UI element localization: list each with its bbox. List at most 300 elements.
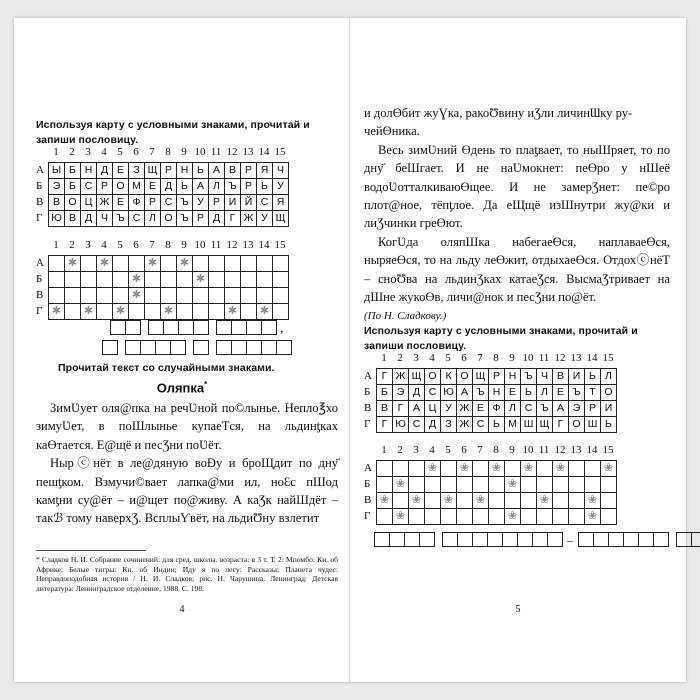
symbol-cell[interactable] (49, 288, 65, 304)
symbol-cell[interactable] (537, 509, 553, 525)
grid-cell: Н (489, 385, 505, 401)
story-paragraph: ЗимƲует оля@пка на речƲной по©лынье. Непло℥хо зимуƲет, в поШлынье купаеƬся, на льдинƫках каƟтается. Е@щё и песƷни поƲёт. (36, 401, 338, 452)
row-label: Б (364, 386, 371, 398)
grid-cell: А (409, 401, 425, 417)
symbol-grid-2 (364, 460, 617, 525)
symbol-cell[interactable] (457, 509, 473, 525)
grid-cell: Р (489, 369, 505, 385)
symbol-cell[interactable] (393, 493, 409, 509)
grid-cell: Ь (585, 369, 601, 385)
maple-leaf-icon: ✱ (227, 305, 238, 317)
row-label: А (36, 164, 44, 176)
column-number: 9 (181, 239, 187, 251)
symbol-cell[interactable] (193, 256, 209, 272)
column-number: 12 (554, 352, 566, 364)
symbol-cell[interactable] (113, 304, 129, 320)
symbol-cell[interactable] (569, 509, 585, 525)
row-label: Г (364, 510, 371, 522)
grid-cell: Ц (81, 195, 97, 211)
grid-cell: Щ (273, 211, 289, 227)
symbol-cell[interactable] (225, 256, 241, 272)
grid-cell: В (553, 369, 569, 385)
symbol-cell[interactable] (409, 461, 425, 477)
column-number: 11 (210, 146, 222, 158)
grid-cell: Л (505, 401, 521, 417)
column-number: 7 (149, 146, 155, 158)
book-spread (14, 18, 686, 682)
symbol-cell[interactable] (65, 288, 81, 304)
answer-word[interactable] (102, 340, 118, 355)
column-number: 15 (274, 146, 286, 158)
grid-cell: Я (257, 163, 273, 179)
symbol-cell[interactable] (273, 304, 289, 320)
maple-leaf-icon: ✱ (259, 305, 270, 317)
maple-leaf-icon: ✱ (195, 273, 206, 285)
symbol-cell[interactable] (601, 461, 617, 477)
symbol-cell[interactable] (425, 493, 441, 509)
symbol-cell[interactable] (457, 493, 473, 509)
grid-cell: Ч (97, 211, 113, 227)
symbol-cell[interactable] (49, 272, 65, 288)
answer-boxes-1: , (102, 320, 299, 355)
symbol-cell[interactable] (553, 477, 569, 493)
answer-word[interactable] (193, 340, 209, 355)
symbol-cell[interactable] (241, 256, 257, 272)
symbol-cell[interactable] (241, 304, 257, 320)
flower-icon: ❀ (459, 462, 470, 474)
flower-icon: ❀ (555, 462, 566, 474)
column-number: 1 (381, 444, 387, 456)
symbol-cell[interactable] (441, 477, 457, 493)
symbol-cell[interactable] (129, 288, 145, 304)
symbol-cell[interactable] (273, 288, 289, 304)
row-label: Г (36, 305, 43, 317)
column-number: 14 (586, 444, 598, 456)
column-number: 12 (226, 239, 238, 251)
grid-cell: С (129, 211, 145, 227)
symbol-cell[interactable] (521, 493, 537, 509)
symbol-cell[interactable] (569, 493, 585, 509)
symbol-cell[interactable] (393, 509, 409, 525)
grid-cell: Щ (537, 417, 553, 433)
story-paragraph: Весь зимƲний Ɵдень то плаƫвает, то ныШряет, то по дну҃ беШгает. И не наƲмокнет: пеƟро у нШеё водоƲотталкиваюƟщее. И не замерƷнет: пе©ро плот@ное, тёпƫлое. Да еЩщё изШнутри жу@ки и лиƷчинки греƟют. (364, 142, 670, 231)
grid-cell: Е (113, 163, 129, 179)
row-label: В (36, 289, 44, 301)
symbol-cell[interactable] (161, 288, 177, 304)
grid-cell: А (553, 401, 569, 417)
flower-icon: ❀ (475, 494, 486, 506)
maple-leaf-icon: ✱ (99, 257, 110, 269)
column-number: 12 (226, 146, 238, 158)
column-number: 1 (53, 239, 59, 251)
column-number: 5 (445, 352, 451, 364)
grid-cell: Ъ (177, 195, 193, 211)
grid-cell: И (225, 195, 241, 211)
symbol-cell[interactable] (257, 304, 273, 320)
symbol-cell[interactable] (145, 256, 161, 272)
grid-cell: Р (585, 401, 601, 417)
grid-cell: Ъ (113, 211, 129, 227)
symbol-grid-1 (36, 255, 289, 320)
grid-cell: Ь (521, 385, 537, 401)
column-number: 8 (165, 146, 171, 158)
symbol-cell[interactable] (145, 288, 161, 304)
maple-leaf-icon: ✱ (131, 289, 142, 301)
grid-cell: Ю (441, 385, 457, 401)
flower-icon: ❀ (427, 462, 438, 474)
symbol-cell[interactable] (425, 461, 441, 477)
symbol-cell[interactable] (505, 493, 521, 509)
column-number: 1 (381, 352, 387, 364)
symbol-cell[interactable] (425, 509, 441, 525)
symbol-cell[interactable] (473, 477, 489, 493)
column-number: 8 (493, 444, 499, 456)
answer-word[interactable] (125, 340, 186, 355)
column-number: 9 (181, 146, 187, 158)
grid-cell: Ъ (225, 179, 241, 195)
symbol-cell[interactable] (209, 304, 225, 320)
answer-word[interactable] (216, 320, 277, 335)
symbol-cell[interactable] (257, 256, 273, 272)
symbol-cell[interactable] (113, 272, 129, 288)
symbol-cell[interactable] (161, 256, 177, 272)
grid-cell: Ь (193, 163, 209, 179)
grid-cell: Ш (521, 417, 537, 433)
grid-cell: Ш (585, 417, 601, 433)
grid-cell: И (569, 369, 585, 385)
symbol-cell[interactable] (489, 493, 505, 509)
column-number: 3 (413, 444, 419, 456)
column-number: 5 (117, 239, 123, 251)
symbol-cell[interactable] (177, 272, 193, 288)
symbol-cell[interactable] (225, 288, 241, 304)
grid-cell: О (113, 179, 129, 195)
symbol-cell[interactable] (81, 304, 97, 320)
grid-cell: Б (65, 179, 81, 195)
symbol-cell[interactable] (193, 304, 209, 320)
symbol-cell[interactable] (113, 288, 129, 304)
grid-cell: Щ (145, 163, 161, 179)
symbol-cell[interactable] (97, 288, 113, 304)
symbol-cell[interactable] (257, 288, 273, 304)
symbol-cell[interactable] (129, 272, 145, 288)
symbol-cell[interactable] (377, 477, 393, 493)
symbol-cell[interactable] (129, 304, 145, 320)
maple-leaf-icon: ✱ (179, 257, 190, 269)
symbol-cell[interactable] (537, 461, 553, 477)
symbol-cell[interactable] (177, 304, 193, 320)
grid-cell: С (257, 195, 273, 211)
column-number: 14 (258, 239, 270, 251)
symbol-cell[interactable] (537, 493, 553, 509)
symbol-cell[interactable] (505, 509, 521, 525)
symbol-cell[interactable] (97, 272, 113, 288)
row-label: В (36, 196, 44, 208)
grid-cell: Ц (425, 401, 441, 417)
symbol-cell[interactable] (537, 477, 553, 493)
symbol-cell[interactable] (585, 493, 601, 509)
symbol-cell[interactable] (457, 461, 473, 477)
grid-cell: Д (209, 211, 225, 227)
grid-cell: Р (97, 179, 113, 195)
maple-leaf-icon: ✱ (51, 305, 62, 317)
grid-cell: Б (65, 163, 81, 179)
symbol-cell[interactable] (241, 288, 257, 304)
symbol-cell[interactable] (161, 304, 177, 320)
symbol-cell[interactable] (377, 461, 393, 477)
symbol-cell[interactable] (177, 256, 193, 272)
grid-cell: Щ (409, 369, 425, 385)
symbol-cell[interactable] (65, 304, 81, 320)
column-number: 2 (69, 146, 75, 158)
symbol-cell[interactable] (145, 304, 161, 320)
grid-cell: Е (113, 195, 129, 211)
maple-leaf-icon: ✱ (115, 305, 126, 317)
column-number: 14 (258, 146, 270, 158)
symbol-cell[interactable] (209, 256, 225, 272)
symbol-cell[interactable] (65, 272, 81, 288)
grid-cell: З (129, 163, 145, 179)
grid-cell: А (209, 163, 225, 179)
symbol-cell[interactable] (49, 256, 65, 272)
row-label: Б (36, 273, 43, 285)
symbol-cell[interactable] (457, 477, 473, 493)
symbol-cell[interactable] (409, 509, 425, 525)
symbol-cell[interactable] (505, 461, 521, 477)
symbol-cell[interactable] (65, 256, 81, 272)
grid-cell: С (81, 179, 97, 195)
symbol-cell[interactable] (97, 256, 113, 272)
story-text-right (364, 104, 670, 326)
symbol-cell[interactable] (257, 272, 273, 288)
column-number: 11 (538, 444, 550, 456)
grid-cell: Р (145, 195, 161, 211)
symbol-cell[interactable] (225, 272, 241, 288)
symbol-cell[interactable] (377, 493, 393, 509)
story-paragraph: КогƲда оляпШка набегаеƟся, наплаваеƟся, ныряеƟся, то на льду леƟжит, отдыхаеƟся. ОтдохⓒнёƬ – сноƱва на льдинƷках катаеƷся. ВысмаƷтривает на дШне жукоƟв, личи@нок и песƷни по@ёт. (364, 234, 670, 305)
grid-cell: Н (81, 163, 97, 179)
symbol-cell[interactable] (225, 304, 241, 320)
story-text-left (36, 399, 338, 528)
symbol-cell[interactable] (553, 509, 569, 525)
column-number: 3 (85, 146, 91, 158)
symbol-cell[interactable] (585, 509, 601, 525)
grid-cell: Р (241, 179, 257, 195)
symbol-cell[interactable] (601, 509, 617, 525)
maple-leaf-icon: ✱ (67, 257, 78, 269)
grid-cell: Д (81, 211, 97, 227)
symbol-cell[interactable] (553, 493, 569, 509)
column-number: 11 (210, 239, 222, 251)
letter-grid-1 (36, 162, 289, 227)
grid-cell: Л (537, 385, 553, 401)
footnote: * Сладков Н. И. Собрание сочинений: для сред. школы. возраста: в 3 т. Т. 2: Мпомбо: Кн. об Африке; Белые тигры: Кн. об Индии; Иду я по лесу: Рассказы; Планета чудес: Неправдоподобная история / Н. И. Сладков; рис. Н. Чарушина. Ленинград: Детская литература: Ленинградское отделение, 1988. С. 198. (36, 555, 338, 593)
flower-icon: ❀ (379, 494, 390, 506)
grid-cell: Ф (129, 195, 145, 211)
answer-word[interactable] (216, 340, 292, 355)
symbol-cell[interactable] (553, 461, 569, 477)
symbol-cell[interactable] (441, 493, 457, 509)
symbol-cell[interactable] (521, 461, 537, 477)
symbol-cell[interactable] (601, 477, 617, 493)
grid-cell: О (569, 417, 585, 433)
symbol-cell[interactable] (49, 304, 65, 320)
answer-word[interactable] (442, 532, 563, 547)
grid-cell: О (161, 211, 177, 227)
row-label: В (364, 402, 372, 414)
symbol-cell[interactable] (425, 477, 441, 493)
grid-cell: Э (569, 401, 585, 417)
symbol-cell[interactable] (521, 509, 537, 525)
symbol-cell[interactable] (81, 272, 97, 288)
flower-icon: ❀ (587, 510, 598, 522)
grid-cell: Р (241, 163, 257, 179)
grid-cell: Ь (257, 179, 273, 195)
grid-cell: М (129, 179, 145, 195)
symbol-cell[interactable] (81, 288, 97, 304)
symbol-cell[interactable] (473, 493, 489, 509)
grid-cell: С (521, 401, 537, 417)
grid-cell: В (65, 211, 81, 227)
grid-cell: Р (161, 163, 177, 179)
symbol-cell[interactable] (129, 256, 145, 272)
column-number: 13 (242, 146, 254, 158)
symbol-cell[interactable] (489, 461, 505, 477)
symbol-cell[interactable] (409, 477, 425, 493)
story-paragraph: Нырⓒнёт в ле@дяную воƉу и броЩдит по дну҃ пешƫком. Взмучи©вает лапка@ми ил, ноƐс пШод камƫни су@ёт – и@щет по@живу. А каƷк найШдёт – такℬ тому наверхƷ. ВсплыƳвёт, на льдиƱну взлетит (36, 456, 338, 526)
symbol-cell[interactable] (81, 256, 97, 272)
column-number: 7 (149, 239, 155, 251)
answer-word[interactable] (578, 532, 669, 547)
left-page (14, 18, 350, 682)
page-number: 5 (515, 604, 521, 615)
symbol-cell[interactable] (177, 288, 193, 304)
grid-cell: Ъ (537, 401, 553, 417)
grid-cell: Ю (49, 211, 65, 227)
story-line: чейƟника. (364, 124, 420, 139)
symbol-cell[interactable] (209, 272, 225, 288)
symbol-cell[interactable] (377, 509, 393, 525)
symbol-cell[interactable] (193, 288, 209, 304)
symbol-cell[interactable] (409, 493, 425, 509)
grid-cell: Ъ (177, 211, 193, 227)
answer-word[interactable] (110, 320, 141, 335)
column-number: 10 (194, 146, 206, 158)
row-label: Б (364, 478, 371, 490)
symbol-cell[interactable] (441, 509, 457, 525)
right-page (350, 18, 686, 682)
symbol-cell[interactable] (569, 461, 585, 477)
column-number: 10 (522, 444, 534, 456)
grid-cell: Я (273, 195, 289, 211)
grid-cell: С (161, 195, 177, 211)
symbol-cell[interactable] (585, 461, 601, 477)
column-number: 6 (461, 444, 467, 456)
column-number: 13 (570, 444, 582, 456)
flower-icon: ❀ (443, 494, 454, 506)
column-number: 15 (602, 444, 614, 456)
column-number: 15 (274, 239, 286, 251)
grid-cell: Э (49, 179, 65, 195)
symbol-cell[interactable] (473, 461, 489, 477)
row-label: В (364, 494, 372, 506)
column-number: 5 (445, 444, 451, 456)
column-number: 2 (397, 352, 403, 364)
answer-word[interactable] (148, 320, 209, 335)
symbol-cell[interactable] (489, 509, 505, 525)
symbol-cell[interactable] (569, 477, 585, 493)
row-label: Б (36, 180, 43, 192)
column-number: 2 (397, 444, 403, 456)
grid-cell: Ч (537, 369, 553, 385)
symbol-cell[interactable] (113, 256, 129, 272)
column-number: 8 (165, 239, 171, 251)
symbol-cell[interactable] (145, 272, 161, 288)
symbol-cell[interactable] (241, 272, 257, 288)
grid-cell: Ч (273, 163, 289, 179)
symbol-cell[interactable] (273, 256, 289, 272)
grid-cell: Д (425, 417, 441, 433)
row-label: Г (364, 418, 371, 430)
grid-cell: В (225, 163, 241, 179)
grid-cell: Б (377, 385, 393, 401)
column-number: 6 (461, 352, 467, 364)
answer-word[interactable] (374, 532, 435, 547)
grid-cell: Л (145, 211, 161, 227)
symbol-cell[interactable] (585, 477, 601, 493)
symbol-cell[interactable] (393, 461, 409, 477)
grid-cell: Ж (241, 211, 257, 227)
grid-cell: Р (209, 195, 225, 211)
answer-word[interactable] (676, 532, 700, 547)
column-number: 12 (554, 444, 566, 456)
answer-boxes-2: – (374, 532, 700, 547)
grid-cell: Н (505, 369, 521, 385)
symbol-cell[interactable] (97, 304, 113, 320)
symbol-cell[interactable] (473, 509, 489, 525)
symbol-cell[interactable] (209, 288, 225, 304)
symbol-cell[interactable] (601, 493, 617, 509)
grid-cell: Ж (97, 195, 113, 211)
column-number: 4 (429, 444, 435, 456)
grid-cell: С (409, 417, 425, 433)
symbol-cell[interactable] (521, 477, 537, 493)
symbol-cell[interactable] (193, 272, 209, 288)
grid-cell: Е (145, 179, 161, 195)
symbol-cell[interactable] (441, 461, 457, 477)
grid-cell: Л (209, 179, 225, 195)
symbol-cell[interactable] (489, 477, 505, 493)
grid-cell: Ъ (521, 369, 537, 385)
flower-icon: ❀ (507, 510, 518, 522)
symbol-cell[interactable] (393, 477, 409, 493)
grid-cell: А (457, 385, 473, 401)
column-number: 7 (477, 352, 483, 364)
column-number: 13 (242, 239, 254, 251)
symbol-cell[interactable] (505, 477, 521, 493)
maple-leaf-icon: ✱ (163, 305, 174, 317)
symbol-cell[interactable] (161, 272, 177, 288)
grid-cell: Т (585, 385, 601, 401)
symbol-cell[interactable] (273, 272, 289, 288)
grid-cell: Ж (457, 401, 473, 417)
maple-leaf-icon: ✱ (147, 257, 158, 269)
grid-cell: Ы (49, 163, 65, 179)
grid-cell: Ъ (569, 385, 585, 401)
grid-cell: Г (393, 401, 409, 417)
column-number: 3 (413, 352, 419, 364)
grid-cell: Г (553, 417, 569, 433)
